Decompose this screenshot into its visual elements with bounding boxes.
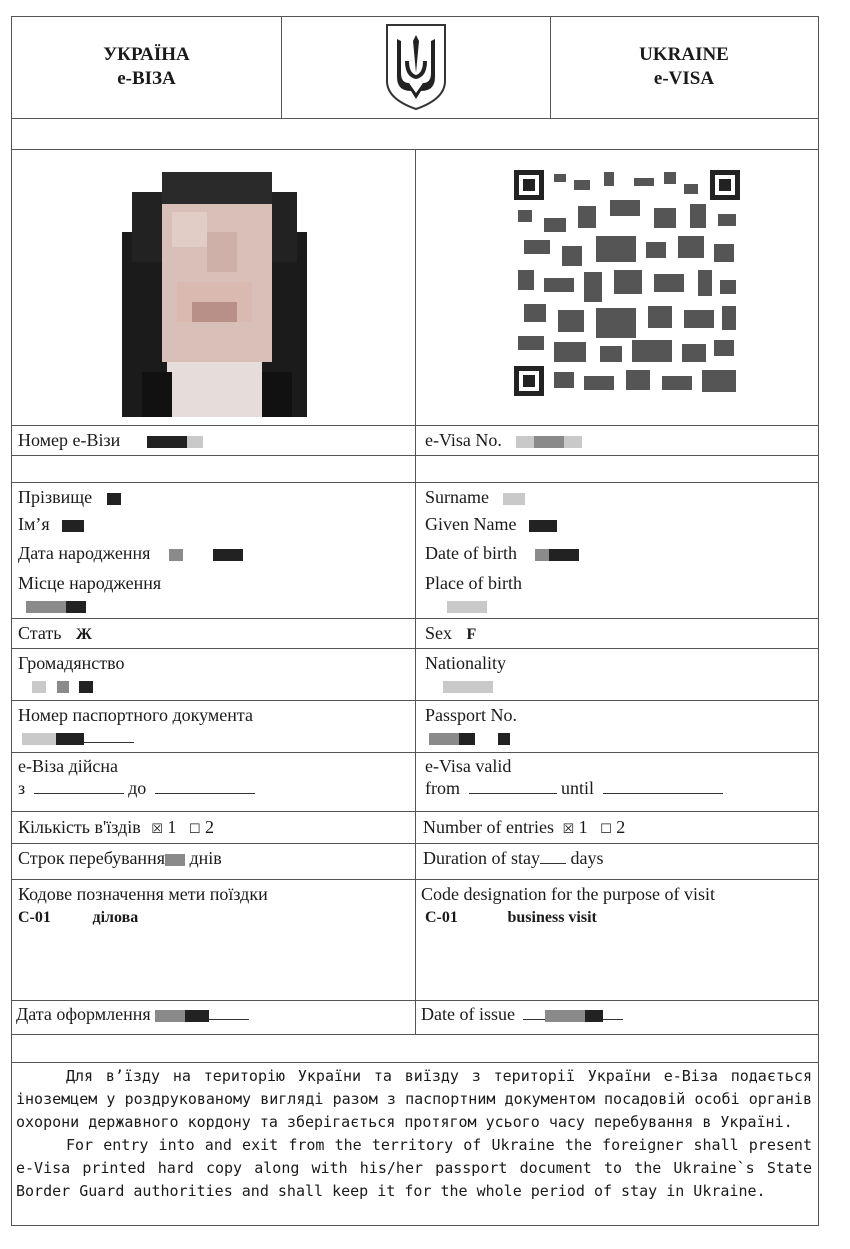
surname-uk-label: Прізвище xyxy=(18,487,93,507)
header-doc-uk: е-ВІЗА xyxy=(117,68,176,89)
divider xyxy=(12,1062,818,1063)
sex-uk-value: Ж xyxy=(75,626,92,643)
checked-box-icon: ☒ xyxy=(151,822,163,837)
place-of-birth-uk-label: Місце народження xyxy=(18,573,162,593)
redacted-value xyxy=(529,520,557,532)
divider xyxy=(12,648,818,649)
date-of-issue-en-label: Date of issue xyxy=(421,1004,515,1024)
duration-uk xyxy=(18,847,222,869)
divider xyxy=(12,811,818,812)
nationality-uk-label: Громадянство xyxy=(18,653,125,673)
header-ukrainian xyxy=(12,17,281,117)
blank-line xyxy=(603,779,723,794)
valid-from-uk-label: з xyxy=(18,778,26,798)
duration-en xyxy=(423,847,603,869)
qr-code xyxy=(514,170,740,396)
place-of-birth-uk xyxy=(18,572,161,616)
purpose-uk-label: Кодове позначення мети поїздки xyxy=(18,884,268,904)
given-name-en xyxy=(425,513,557,535)
entries-en-label: Number of entries xyxy=(423,817,554,837)
redacted-value xyxy=(165,854,185,866)
redacted-value xyxy=(26,601,66,613)
entry-notice-uk: Для в’їзду на територію України та виїзду з території України е-Віза подається іноземцем у роздрукованому вигляді разом з паспортним документом посадовій особі органів охорони державного кордону та зберігається протягом усього часу перебування в Україні. xyxy=(16,1067,812,1131)
entries-option-1: 1 xyxy=(578,817,588,837)
date-of-issue-uk xyxy=(16,1003,249,1025)
nationality-en-label: Nationality xyxy=(425,653,506,673)
visa-validity-en-label: e-Visa valid xyxy=(425,756,512,776)
checked-box-icon: ☒ xyxy=(562,822,575,837)
entry-notice xyxy=(16,1065,812,1203)
redacted-value xyxy=(62,520,84,532)
header-country-en: UKRAINE xyxy=(639,44,729,65)
blank-line xyxy=(84,728,134,743)
redacted-value xyxy=(429,733,459,745)
divider xyxy=(12,482,818,483)
redacted-value xyxy=(187,436,203,448)
redacted-value xyxy=(535,549,549,561)
redacted-value xyxy=(443,681,493,693)
surname-en-label: Surname xyxy=(425,487,489,507)
entries-en xyxy=(423,816,625,841)
redacted-value xyxy=(32,681,46,693)
blank-line xyxy=(469,779,557,794)
place-of-birth-en xyxy=(425,572,522,616)
redacted-value xyxy=(534,436,564,448)
redacted-value xyxy=(155,1010,185,1022)
nationality-uk xyxy=(18,652,125,696)
unchecked-box-icon: ☐ xyxy=(188,822,201,837)
divider xyxy=(12,843,818,844)
given-name-uk xyxy=(18,513,84,535)
purpose-en xyxy=(421,883,715,929)
duration-en-label: Duration of stay xyxy=(423,848,540,868)
redacted-value xyxy=(169,549,183,561)
redacted-value xyxy=(564,436,582,448)
passport-number-uk-label: Номер паспортного документа xyxy=(18,705,253,725)
divider xyxy=(12,1000,818,1001)
date-of-issue-en xyxy=(421,1003,623,1025)
nationality-en xyxy=(425,652,506,696)
redacted-value xyxy=(549,549,579,561)
passport-number-uk xyxy=(18,704,253,748)
redacted-value xyxy=(56,733,84,745)
header-country-uk: УКРАЇНА xyxy=(103,44,190,65)
sex-en-label: Sex xyxy=(425,623,452,643)
visa-validity-uk xyxy=(18,755,255,799)
date-of-birth-uk xyxy=(18,542,243,564)
purpose-uk xyxy=(18,883,268,929)
redacted-value xyxy=(516,436,534,448)
applicant-photo xyxy=(122,172,307,417)
visa-number-uk xyxy=(18,429,203,451)
passport-number-en-label: Passport No. xyxy=(425,705,518,725)
surname-uk xyxy=(18,486,121,508)
duration-uk-unit: днів xyxy=(189,848,222,868)
blank-line xyxy=(540,849,566,864)
visa-number-uk-label: Номер е-Візи xyxy=(18,430,121,450)
redacted-value xyxy=(107,493,121,505)
given-name-uk-label: Ім’я xyxy=(18,514,50,534)
entries-option-1: 1 xyxy=(167,817,177,837)
redacted-value xyxy=(459,733,475,745)
divider xyxy=(12,1034,818,1035)
visa-number-en xyxy=(425,429,582,451)
divider xyxy=(12,455,818,456)
blank-line xyxy=(155,779,255,794)
date-of-birth-en-label: Date of birth xyxy=(425,543,517,563)
divider xyxy=(12,752,818,753)
sex-en-value: F xyxy=(466,626,477,643)
header-english xyxy=(550,17,818,117)
entries-option-2: 2 xyxy=(616,817,626,837)
redacted-value xyxy=(213,549,243,561)
unchecked-box-icon: ☐ xyxy=(600,822,612,837)
purpose-en-value: business visit xyxy=(507,909,597,926)
blank-line xyxy=(209,1005,249,1020)
header-doc-en: e-VISA xyxy=(653,68,715,89)
date-of-issue-uk-label: Дата оформлення xyxy=(16,1004,151,1024)
blank-line xyxy=(603,1005,623,1020)
divider xyxy=(12,700,818,701)
entry-notice-en: For entry into and exit from the territory of Ukraine the foreigner shall present e-Visa printed hard copy along with his/her passport document to the Ukraine`s State Border Guard authorities and shall keep it for the whole period of stay in Ukraine. xyxy=(16,1136,812,1200)
sex-uk xyxy=(18,622,92,646)
redacted-value xyxy=(545,1010,585,1022)
redacted-value xyxy=(503,493,525,505)
entries-uk-label: Кількість в'їздів xyxy=(18,817,141,837)
redacted-value xyxy=(57,681,69,693)
visa-validity-uk-label: е-Віза дійсна xyxy=(18,756,118,776)
blank-line xyxy=(523,1005,545,1020)
surname-en xyxy=(425,486,525,508)
redacted-value xyxy=(147,436,187,448)
visa-number-en-label: e-Visa No. xyxy=(425,430,502,450)
purpose-uk-value: ділова xyxy=(92,909,139,926)
sex-uk-label: Стать xyxy=(18,623,62,643)
purpose-en-label: Code designation for the purpose of visit xyxy=(421,884,715,904)
redacted-value xyxy=(585,1010,603,1022)
duration-uk-label: Строк перебування xyxy=(18,848,165,868)
divider xyxy=(12,618,818,619)
redacted-value xyxy=(498,733,510,745)
e-visa-document xyxy=(11,16,819,1226)
entries-option-2: 2 xyxy=(205,817,215,837)
redacted-value xyxy=(447,601,487,613)
trident-emblem-icon xyxy=(383,21,449,113)
divider xyxy=(12,118,818,119)
sex-en xyxy=(425,622,476,646)
valid-from-en-label: from xyxy=(425,778,460,798)
redacted-value xyxy=(185,1010,209,1022)
purpose-code-en: C-01 xyxy=(425,909,458,926)
divider xyxy=(12,879,818,880)
redacted-value xyxy=(79,681,93,693)
emblem-cell xyxy=(281,17,550,117)
place-of-birth-en-label: Place of birth xyxy=(425,573,522,593)
passport-number-en xyxy=(425,704,517,748)
blank-line xyxy=(34,779,124,794)
redacted-value xyxy=(22,733,56,745)
valid-until-en-label: until xyxy=(561,778,595,798)
visa-validity-en xyxy=(425,755,723,799)
given-name-en-label: Given Name xyxy=(425,514,517,534)
entries-uk xyxy=(18,816,214,841)
column-divider xyxy=(415,149,416,1034)
date-of-birth-en xyxy=(425,542,579,564)
redacted-value xyxy=(66,601,86,613)
duration-en-unit: days xyxy=(570,848,604,868)
date-of-birth-uk-label: Дата народження xyxy=(18,543,151,563)
valid-until-uk-label: до xyxy=(128,778,147,798)
divider xyxy=(12,425,818,426)
purpose-code-uk: С-01 xyxy=(18,909,51,926)
